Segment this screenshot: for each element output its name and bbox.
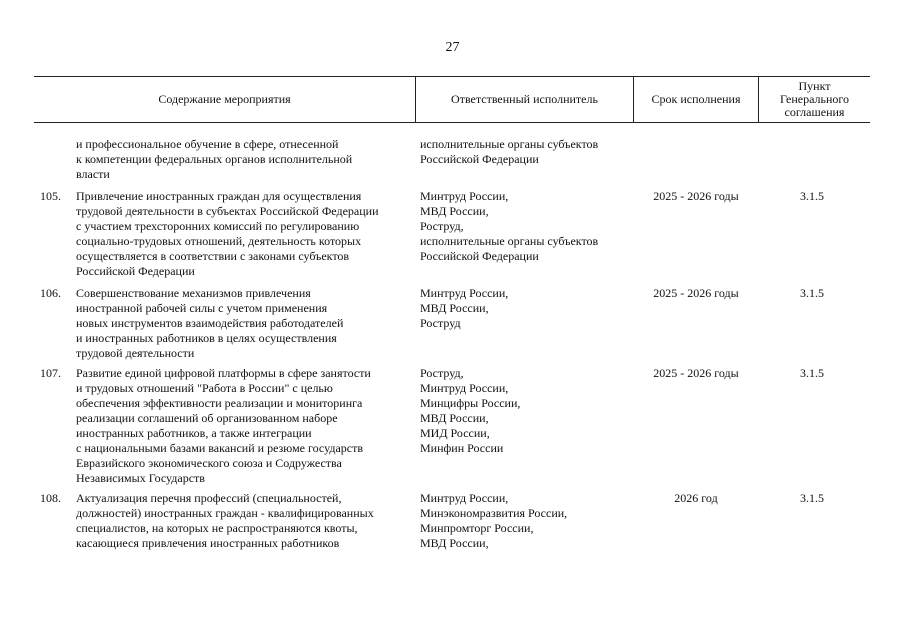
content-line: Российской Федерации	[76, 264, 195, 278]
header-item-line: Генерального	[779, 92, 850, 106]
content-line: Актуализация перечня профессий (специальностей,	[76, 491, 342, 505]
row-responsible	[420, 137, 630, 167]
header-item-line: Пункт	[798, 79, 831, 93]
row-responsible	[420, 491, 630, 551]
row-term: 2025 - 2026 годы	[653, 189, 739, 203]
row-agreement-item: 3.1.5	[800, 491, 824, 505]
responsible-line: Минтруд России,	[420, 381, 509, 395]
content-line: осуществляется в соответствии с законами субъектов	[76, 249, 350, 263]
row-content	[76, 366, 410, 486]
content-line: трудовой деятельности в субъектах Российской Федерации	[76, 204, 379, 218]
responsible-line: Минтруд России,	[420, 189, 509, 203]
header-item	[759, 77, 870, 122]
content-line: и трудовых отношений "Работа в России" с целью	[76, 381, 333, 395]
row-content	[76, 491, 410, 551]
responsible-line: МИД России,	[420, 426, 490, 440]
content-line: социально-трудовых отношений, деятельность которых	[76, 234, 362, 248]
header-item-line: соглашения	[784, 105, 845, 119]
row-number: 105.	[40, 189, 61, 203]
header-responsible: Ответственный исполнитель	[451, 92, 598, 106]
row-number: 108.	[40, 491, 61, 505]
content-line: с национальными базами вакансий и резюме государств	[76, 441, 364, 455]
header-bottom-rule	[34, 122, 870, 123]
content-line: к компетенции федеральных органов исполнительной	[76, 152, 353, 166]
responsible-line: Российской Федерации	[420, 152, 539, 166]
content-line: иностранных работников, а также интеграции	[76, 426, 312, 440]
content-line: должностей) иностранных граждан - квалифицированных	[76, 506, 374, 520]
content-line: власти	[76, 167, 110, 181]
responsible-line: МВД России,	[420, 204, 489, 218]
content-line: специалистов, на которых не распространяются квоты,	[76, 521, 358, 535]
row-term: 2026 год	[674, 491, 718, 505]
responsible-line: МВД России,	[420, 411, 489, 425]
responsible-line: Минфин России	[420, 441, 504, 455]
content-line: с участием трехсторонних комиссий по регулированию	[76, 219, 360, 233]
row-number: 106.	[40, 286, 61, 300]
row-content	[76, 137, 410, 182]
content-line: реализации соглашений об организованном наборе	[76, 411, 338, 425]
row-responsible	[420, 189, 630, 264]
content-line: обеспечения эффективности реализации и мониторинга	[76, 396, 363, 410]
row-responsible	[420, 366, 630, 456]
content-line: касающиеся привлечения иностранных работников	[76, 536, 340, 550]
responsible-line: Минэкономразвития России,	[420, 506, 568, 520]
content-line: новых инструментов взаимодействия работодателей	[76, 316, 344, 330]
content-line: Независимых Государств	[76, 471, 205, 485]
responsible-line: Роструд,	[420, 219, 464, 233]
content-line: и профессиональное обучение в сфере, отнесенной	[76, 137, 339, 151]
responsible-line: Минпромторг России,	[420, 521, 534, 535]
row-content	[76, 189, 410, 279]
responsible-line: Роструд,	[420, 366, 464, 380]
content-line: и иностранных работников в целях осуществления	[76, 331, 337, 345]
responsible-line: Российской Федерации	[420, 249, 539, 263]
content-line: Евразийского экономического союза и Содружества	[76, 456, 342, 470]
content-line: иностранной рабочей силы с учетом применения	[76, 301, 328, 315]
row-responsible	[420, 286, 630, 331]
responsible-line: исполнительные органы субъектов	[420, 234, 599, 248]
responsible-line: Минтруд России,	[420, 491, 509, 505]
responsible-line: Минтруд России,	[420, 286, 509, 300]
row-agreement-item: 3.1.5	[800, 189, 824, 203]
row-term: 2025 - 2026 годы	[653, 286, 739, 300]
row-term: 2025 - 2026 годы	[653, 366, 739, 380]
content-line: Совершенствование механизмов привлечения	[76, 286, 311, 300]
responsible-line: исполнительные органы субъектов	[420, 137, 599, 151]
row-agreement-item: 3.1.5	[800, 366, 824, 380]
responsible-line: Минцифры России,	[420, 396, 521, 410]
responsible-line: МВД России,	[420, 536, 489, 550]
row-number: 107.	[40, 366, 61, 380]
content-line: трудовой деятельности	[76, 346, 195, 360]
row-content	[76, 286, 410, 361]
responsible-line: Роструд	[420, 316, 461, 330]
content-line: Привлечение иностранных граждан для осуществления	[76, 189, 362, 203]
row-agreement-item: 3.1.5	[800, 286, 824, 300]
responsible-line: МВД России,	[420, 301, 489, 315]
page-number: 27	[445, 40, 460, 55]
header-content: Содержание мероприятия	[158, 92, 291, 106]
content-line: Развитие единой цифровой платформы в сфере занятости	[76, 366, 371, 380]
header-term: Срок исполнения	[651, 92, 741, 106]
